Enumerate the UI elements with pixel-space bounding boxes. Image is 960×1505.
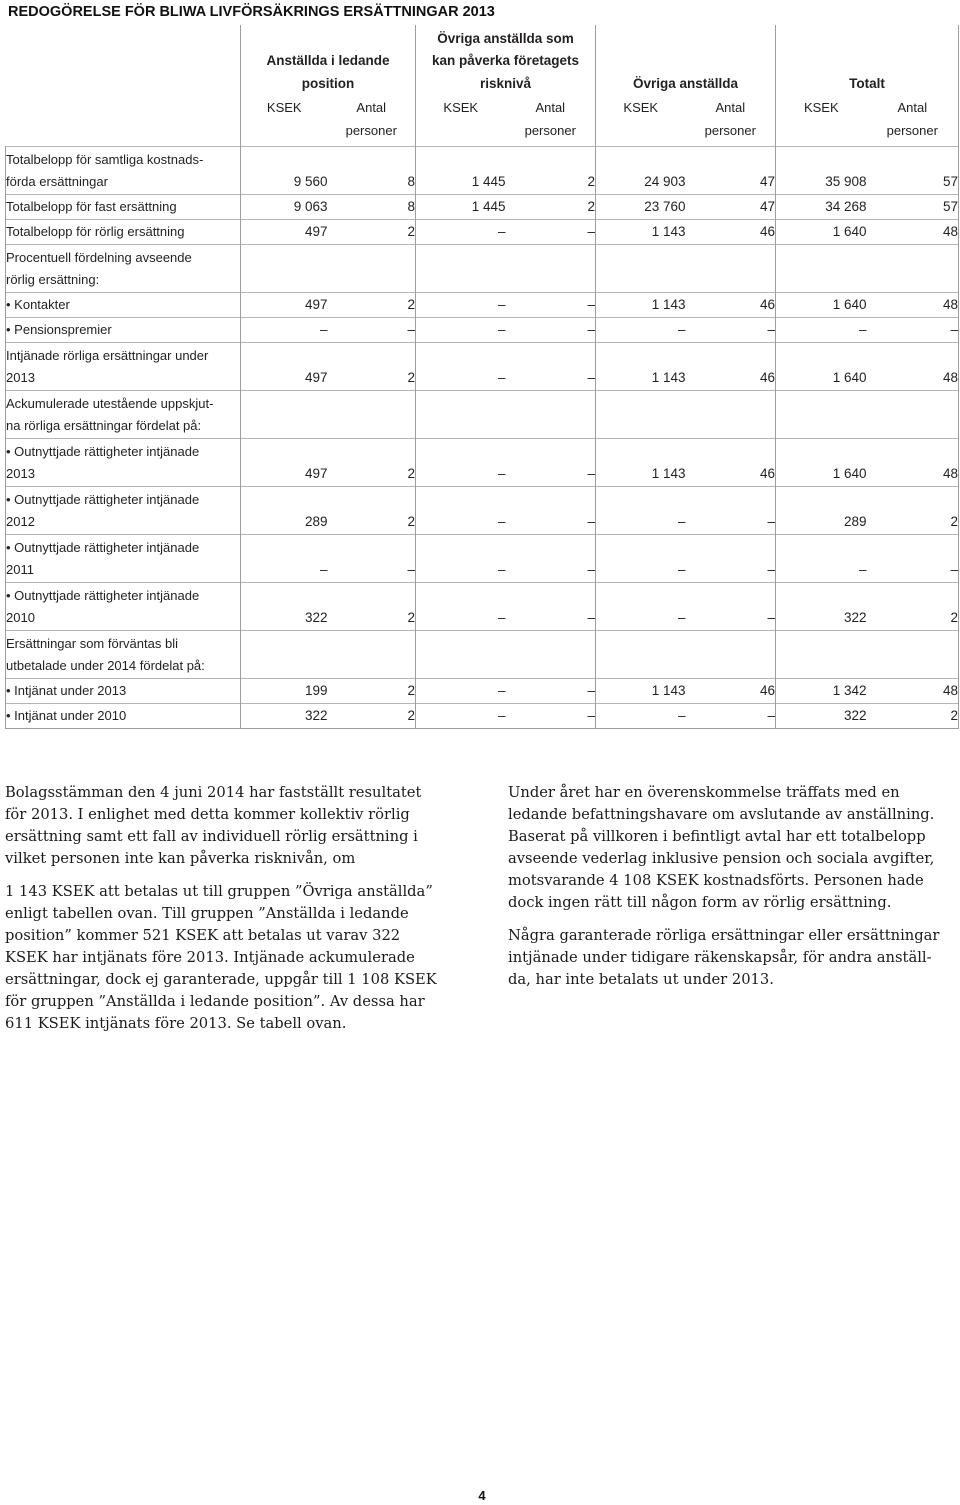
row-label <box>6 534 241 582</box>
text-line: Under året har en överenskommelse träffats med en <box>508 784 900 801</box>
empty-cell <box>686 244 776 292</box>
column-group-header-line: Övriga anställda som <box>437 30 574 46</box>
column-header-line: Antal <box>715 100 746 115</box>
column-header <box>241 95 328 146</box>
text-line: da, har inte betalats ut under 2013. <box>508 971 774 988</box>
table-cell: – <box>506 438 596 486</box>
column-group-header-line: Övriga anställda <box>633 75 739 91</box>
page-title: REDOGÖRELSE FÖR BLIWA LIVFÖRSÄKRINGS ERSÄTTNINGAR 2013 <box>8 4 495 20</box>
table-cell: 289 <box>776 486 867 534</box>
empty-cell <box>596 244 686 292</box>
column-group-header <box>416 25 596 95</box>
empty-cell <box>416 244 506 292</box>
row-label-line: förda ersättningar <box>6 174 108 189</box>
table-row <box>6 438 959 486</box>
table-cell: 2 <box>328 703 416 728</box>
column-group-header-line: kan påverka företagets <box>431 53 580 68</box>
table-cell: 2 <box>506 194 596 219</box>
text-line: avseende vederlag inklusive pension och sociala avgifter, <box>508 850 935 867</box>
empty-cell <box>867 630 959 678</box>
table-cell: – <box>416 219 506 244</box>
row-label-line: Ersättningar som förväntas bli <box>6 635 178 651</box>
table-cell: 57 <box>867 194 959 219</box>
table-row <box>6 146 959 194</box>
table-cell: 497 <box>241 438 328 486</box>
row-label-line: Totalbelopp för rörlig ersättning <box>6 224 185 239</box>
table-row <box>6 390 959 438</box>
row-label-line: • Pensionspremier <box>6 322 112 337</box>
column-header <box>416 95 506 146</box>
empty-cell <box>506 630 596 678</box>
table-cell: – <box>416 317 506 342</box>
column-header-line: personer <box>524 123 576 138</box>
table-row <box>6 194 959 219</box>
body-column-left <box>5 782 465 1035</box>
table-cell: 24 903 <box>596 146 686 194</box>
table-cell: 23 760 <box>596 194 686 219</box>
row-label <box>6 194 241 219</box>
table-cell: – <box>328 317 416 342</box>
empty-cell <box>686 630 776 678</box>
row-label <box>6 244 241 292</box>
column-group-row <box>6 25 959 95</box>
table-cell: 1 143 <box>596 678 686 703</box>
table-cell: 2 <box>328 219 416 244</box>
row-label-line: utbetalade under 2014 fördelat på: <box>6 658 205 673</box>
table-cell: – <box>241 534 328 582</box>
table-cell: – <box>506 486 596 534</box>
table-cell: – <box>596 582 686 630</box>
table-row <box>6 582 959 630</box>
table-cell: – <box>686 534 776 582</box>
empty-cell <box>241 244 328 292</box>
text-line: position” kommer 521 KSEK att betalas ut varav 322 <box>5 927 401 944</box>
row-label-line: • Outnyttjade rättigheter intjänade <box>6 491 200 507</box>
row-label-line: Intjänade rörliga ersättningar under <box>6 347 209 363</box>
empty-cell <box>506 244 596 292</box>
row-label <box>6 678 241 703</box>
empty-cell <box>328 630 416 678</box>
empty-cell <box>241 390 328 438</box>
row-label <box>6 146 241 194</box>
table-cell: 2 <box>328 582 416 630</box>
column-header-line: KSEK <box>803 100 839 115</box>
table-cell: 46 <box>686 292 776 317</box>
table-cell: 46 <box>686 219 776 244</box>
page-number: 4 <box>478 1488 486 1503</box>
column-group-header <box>776 25 959 95</box>
column-header <box>506 95 596 146</box>
empty-cell <box>776 244 867 292</box>
table-cell: – <box>506 342 596 390</box>
empty-cell <box>776 630 867 678</box>
row-label-line: • Outnyttjade rättigheter intjänade <box>6 443 200 459</box>
empty-cell <box>416 630 506 678</box>
table-cell: – <box>867 534 959 582</box>
column-header <box>776 95 867 146</box>
column-group-header-line: Totalt <box>849 75 885 91</box>
row-label-line: • Intjänat under 2010 <box>6 708 127 723</box>
table-cell: 57 <box>867 146 959 194</box>
text-line: Bolagsstämman den 4 juni 2014 har fastställt resultatet <box>5 784 422 801</box>
table-cell: – <box>506 292 596 317</box>
empty-cell <box>328 244 416 292</box>
column-group-header <box>596 25 776 95</box>
empty-cell <box>416 390 506 438</box>
column-header <box>867 95 959 146</box>
column-group-header-line: risknivå <box>479 75 532 91</box>
row-label <box>6 219 241 244</box>
text-line: Baserat på villkoren i befintligt avtal har ett totalbelopp <box>508 828 926 845</box>
column-header-line: personer <box>345 123 397 138</box>
text-line: intjänade under tidigare räkenskapsår, för andra anställ- <box>508 949 932 966</box>
table-cell: 2 <box>328 342 416 390</box>
table-cell: 8 <box>328 194 416 219</box>
table-cell: 1 445 <box>416 194 506 219</box>
table-cell: 2 <box>328 486 416 534</box>
row-label-line: Ackumulerade utestående uppskjut- <box>6 395 214 411</box>
table-cell: 2 <box>867 486 959 534</box>
table-cell: 48 <box>867 438 959 486</box>
table-cell: 9 560 <box>241 146 328 194</box>
column-header-line: Antal <box>356 100 387 115</box>
table-header <box>6 25 959 146</box>
row-label <box>6 630 241 678</box>
table-body <box>6 146 959 728</box>
table-cell: 46 <box>686 678 776 703</box>
column-header-line: KSEK <box>623 100 659 115</box>
table-cell: – <box>241 317 328 342</box>
empty-cell <box>506 390 596 438</box>
table-row <box>6 244 959 292</box>
table-row <box>6 317 959 342</box>
table-cell: 322 <box>241 703 328 728</box>
column-header <box>596 95 686 146</box>
row-label <box>6 582 241 630</box>
row-label-line: • Outnyttjade rättigheter intjänade <box>6 587 200 603</box>
table-cell: 322 <box>241 582 328 630</box>
empty-cell <box>596 390 686 438</box>
table-cell: – <box>506 678 596 703</box>
table-cell: 47 <box>686 194 776 219</box>
text-line: 1 143 KSEK att betalas ut till gruppen ”Övriga anställda” <box>5 883 433 900</box>
table-cell: 1 143 <box>596 438 686 486</box>
table-cell: – <box>506 534 596 582</box>
text-line: enligt tabellen ovan. Till gruppen ”Anställda i ledande <box>5 905 409 922</box>
table-cell: – <box>596 317 686 342</box>
table-cell: 2 <box>867 703 959 728</box>
table-cell: – <box>686 317 776 342</box>
row-label-line: rörlig ersättning: <box>6 272 100 287</box>
row-label-line: Totalbelopp för samtliga kostnads- <box>6 151 204 167</box>
table-cell: 9 063 <box>241 194 328 219</box>
row-label-line: Totalbelopp för fast ersättning <box>6 199 177 214</box>
row-label <box>6 390 241 438</box>
row-label-line: 2012 <box>6 514 35 529</box>
table-row <box>6 678 959 703</box>
table-cell: – <box>596 534 686 582</box>
column-header <box>328 95 416 146</box>
table-cell: – <box>416 438 506 486</box>
text-line: dock ingen rätt till någon form av rörlig ersättning. <box>508 894 892 911</box>
column-group-header-line: Anställda i ledande <box>266 53 390 68</box>
table-cell: 2 <box>328 292 416 317</box>
table-cell: – <box>867 317 959 342</box>
table-cell: 289 <box>241 486 328 534</box>
column-group-header <box>241 25 416 95</box>
paragraph <box>508 925 955 991</box>
row-label <box>6 486 241 534</box>
column-header-line: personer <box>704 123 756 138</box>
table-cell: 1 640 <box>776 438 867 486</box>
table-cell: – <box>596 486 686 534</box>
body-column-right <box>508 782 955 991</box>
table-cell: – <box>416 703 506 728</box>
table-cell: – <box>416 534 506 582</box>
text-line: 611 KSEK intjänats före 2013. Se tabell ovan. <box>5 1015 347 1032</box>
table-cell: – <box>686 486 776 534</box>
text-line: Några garanterade rörliga ersättningar eller ersättningar <box>508 927 940 944</box>
empty-cell <box>241 630 328 678</box>
table-cell: 48 <box>867 342 959 390</box>
empty-cell <box>328 390 416 438</box>
table-cell: 8 <box>328 146 416 194</box>
table-cell: – <box>328 534 416 582</box>
column-header <box>686 95 776 146</box>
compensation-table <box>5 25 959 729</box>
table-row <box>6 486 959 534</box>
table-row <box>6 534 959 582</box>
empty-cell <box>596 630 686 678</box>
row-label-line: na rörliga ersättningar fördelat på: <box>6 418 202 433</box>
text-line: ersättningar, dock ej garanterade, uppgår till 1 108 KSEK <box>5 971 437 988</box>
column-group-header-line: position <box>301 75 355 91</box>
row-label-line: 2010 <box>6 610 35 625</box>
table-cell: – <box>506 703 596 728</box>
table-cell: 34 268 <box>776 194 867 219</box>
text-line: vilket personen inte kan påverka risknivån, om <box>5 850 356 867</box>
text-line: för 2013. I enlighet med detta kommer kollektiv rörlig <box>5 806 410 823</box>
table-row <box>6 703 959 728</box>
table-cell: – <box>416 342 506 390</box>
header-corner-cell <box>6 25 241 95</box>
row-label-line: 2013 <box>6 370 35 385</box>
table-cell: 35 908 <box>776 146 867 194</box>
table-cell: 1 640 <box>776 342 867 390</box>
table-cell: – <box>596 703 686 728</box>
row-label-line: 2013 <box>6 466 35 481</box>
table-cell: 1 445 <box>416 146 506 194</box>
text-line: ledande befattningshavare om avslutande av anställning. <box>508 806 935 823</box>
table-row <box>6 342 959 390</box>
row-label-line: 2011 <box>6 562 34 577</box>
table-cell: 1 143 <box>596 342 686 390</box>
empty-cell <box>686 390 776 438</box>
table-cell: 2 <box>867 582 959 630</box>
text-line: för gruppen ”Anställda i ledande position”. Av dessa har <box>5 993 425 1010</box>
row-label <box>6 438 241 486</box>
table-cell: 2 <box>328 678 416 703</box>
table-cell: 1 143 <box>596 292 686 317</box>
empty-cell <box>776 390 867 438</box>
table-cell: – <box>416 486 506 534</box>
table-cell: 48 <box>867 219 959 244</box>
table-cell: – <box>776 317 867 342</box>
text-line: ersättning samt ett fall av individuell rörlig ersättning i <box>5 828 418 845</box>
table-cell: – <box>776 534 867 582</box>
table-cell: 2 <box>328 438 416 486</box>
table-cell: – <box>686 703 776 728</box>
table-cell: 46 <box>686 342 776 390</box>
table-cell: 1 342 <box>776 678 867 703</box>
column-header-line: personer <box>886 123 938 138</box>
paragraph <box>5 881 465 1035</box>
table-cell: 1 640 <box>776 292 867 317</box>
column-header-line: Antal <box>535 100 566 115</box>
table-cell: – <box>506 317 596 342</box>
table-cell: 497 <box>241 292 328 317</box>
column-header-line: Antal <box>897 100 928 115</box>
empty-cell <box>867 390 959 438</box>
empty-cell <box>867 244 959 292</box>
table-cell: – <box>416 678 506 703</box>
column-header-row <box>6 95 959 146</box>
table-cell: 497 <box>241 219 328 244</box>
row-label <box>6 292 241 317</box>
table-cell: 322 <box>776 703 867 728</box>
column-header-line: KSEK <box>443 100 479 115</box>
table-cell: 1 143 <box>596 219 686 244</box>
text-line: KSEK har intjänats före 2013. Intjänade ackumulerade <box>5 949 415 966</box>
table-row <box>6 292 959 317</box>
table-cell: 2 <box>506 146 596 194</box>
table-cell: 497 <box>241 342 328 390</box>
row-label <box>6 317 241 342</box>
table-cell: 1 640 <box>776 219 867 244</box>
row-label <box>6 342 241 390</box>
text-line: motsvarande 4 108 KSEK kostnadsförts. Personen hade <box>508 872 924 889</box>
header-corner-cell <box>6 95 241 146</box>
row-label-line: • Intjänat under 2013 <box>6 683 127 698</box>
row-label-line: • Kontakter <box>6 297 70 312</box>
row-label-line: Procentuell fördelning avseende <box>6 249 192 265</box>
table-cell: 199 <box>241 678 328 703</box>
table-cell: 46 <box>686 438 776 486</box>
table-cell: – <box>506 219 596 244</box>
row-label <box>6 703 241 728</box>
row-label-line: • Outnyttjade rättigheter intjänade <box>6 539 200 555</box>
table-cell: – <box>416 582 506 630</box>
table-cell: 48 <box>867 292 959 317</box>
column-header-line: KSEK <box>266 100 302 115</box>
table-row <box>6 630 959 678</box>
table-cell: – <box>506 582 596 630</box>
table-cell: 47 <box>686 146 776 194</box>
table-cell: 322 <box>776 582 867 630</box>
table-cell: – <box>686 582 776 630</box>
table-cell: 48 <box>867 678 959 703</box>
table-row <box>6 219 959 244</box>
table-cell: – <box>416 292 506 317</box>
paragraph <box>508 782 955 914</box>
paragraph <box>5 782 465 870</box>
